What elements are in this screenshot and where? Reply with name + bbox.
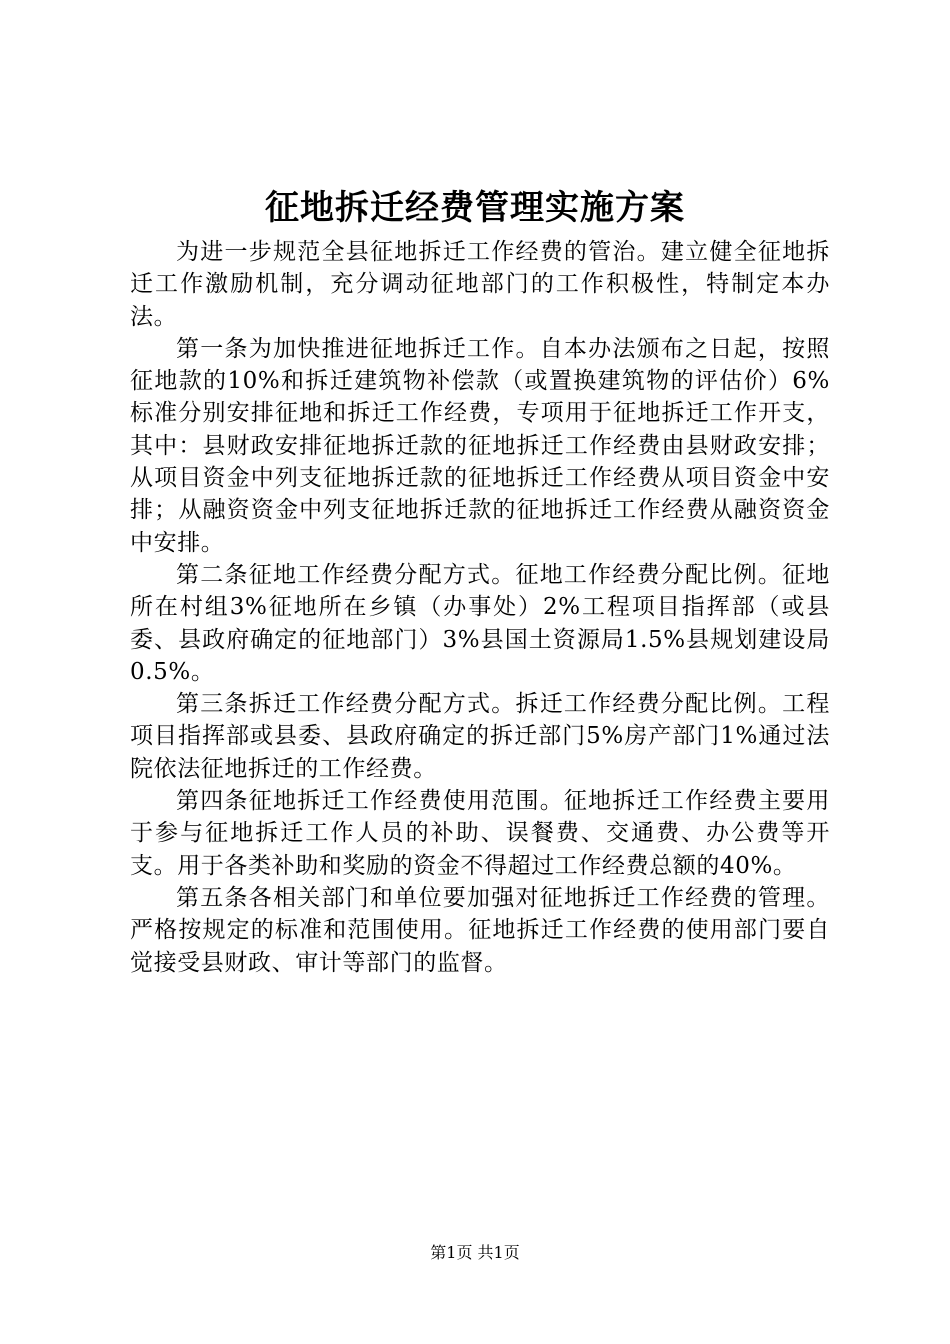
document-title: 征地拆迁经费管理实施方案 xyxy=(265,188,685,228)
document-body xyxy=(130,236,830,979)
paragraph-intro: 为进一步规范全县征地拆迁工作经费的管治。建立健全征地拆迁工作激励机制，充分调动征地部门的工作积极性，特制定本办法。 xyxy=(130,239,830,330)
page-footer: 第1页 共1页 xyxy=(430,1243,520,1262)
paragraph-article-3: 第三条拆迁工作经费分配方式。拆迁工作经费分配比例。工程项目指挥部或县委、县政府确定的拆迁部门5%房产部门1%通过法院依法征地拆迁的工作经费。 xyxy=(130,691,830,782)
paragraph-article-4: 第四条征地拆迁工作经费使用范围。征地拆迁工作经费主要用于参与征地拆迁工作人员的补助、误餐费、交通费、办公费等开支。用于各类补助和奖励的资金不得超过工作经费总额的40%。 xyxy=(130,788,830,879)
paragraph-article-5: 第五条各相关部门和单位要加强对征地拆迁工作经费的管理。严格按规定的标准和范围使用。征地拆迁工作经费的使用部门要自觉接受县财政、审计等部门的监督。 xyxy=(130,884,830,976)
paragraph-article-2: 第二条征地工作经费分配方式。征地工作经费分配比例。征地所在村组3%征地所在乡镇（办事处）2%工程项目指挥部（或县委、县政府确定的征地部门）3%县国土资源局1.5%县规划建设局0.5%。 xyxy=(130,561,830,685)
paragraph-article-1: 第一条为加快推进征地拆迁工作。自本办法颁布之日起，按照征地款的10%和拆迁建筑物补偿款（或置换建筑物的评估价）6%标准分别安排征地和拆迁工作经费，专项用于征地拆迁工作开支，其中：县财政安排征地拆迁款的征地拆迁工作经费由县财政安排；从项目资金中列支征地拆迁款的征地拆迁工作经费从项目资金中安排；从融资资金中列支征地拆迁款的征地拆迁工作经费从融资资金中安排。 xyxy=(130,335,830,556)
